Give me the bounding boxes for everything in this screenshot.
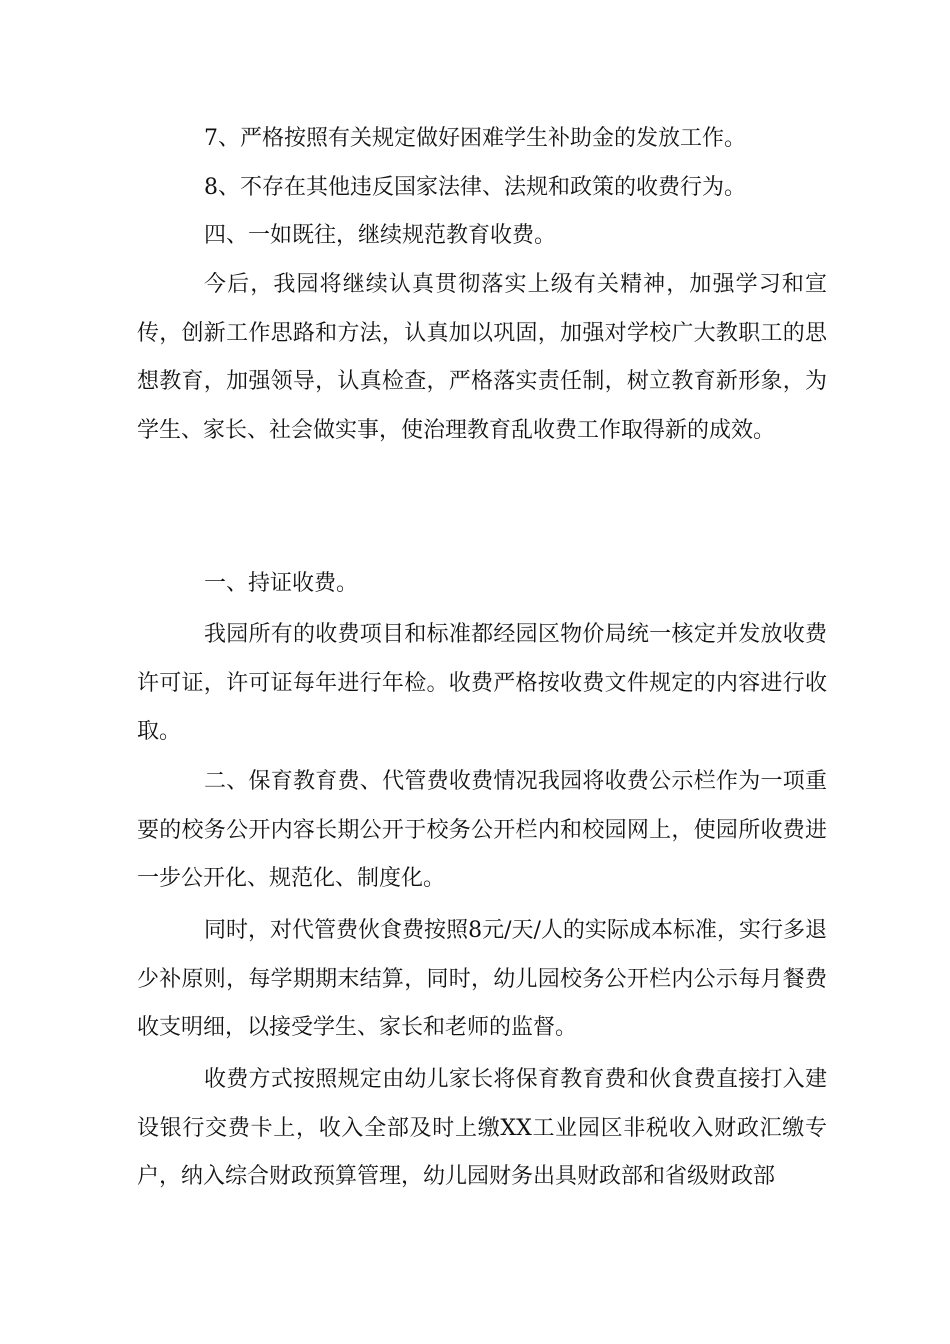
paragraph-heading-four: 四、一如既往，继续规范教育收费。 [204, 223, 557, 248]
paragraph-heading-one: 一、持证收费。 [204, 571, 359, 596]
paragraph-item-8: 8、不存在其他违反国家法律、法规和政策的收费行为。 [204, 175, 746, 200]
paragraph-payment-method: 收费方式按照规定由幼儿家长将保育教育费和伙食费直接打入建设银行交费卡上，收入全部及时上缴XX工业园区非税收入财政汇缴专户，纳入综合财政预算管理，幼儿园财务出具财政部和省级财政部 [137, 1067, 827, 1189]
paragraph-future-plans: 今后，我园将继续认真贯彻落实上级有关精神，加强学习和宣传，创新工作思路和方法，认真加以巩固，加强对学校广大教职工的思想教育，加强领导，认真检查，严格落实责任制，树立教育新形象，为学生、家长、社会做实事，使治理教育乱收费工作取得新的成效。 [137, 272, 827, 443]
paragraph-license: 我园所有的收费项目和标准都经园区物价局统一核定并发放收费许可证，许可证每年进行年检。收费严格按收费文件规定的内容进行收取。 [137, 622, 827, 744]
paragraph-heading-two: 二、保育教育费、代管费收费情况我园将收费公示栏作为一项重要的校务公开内容长期公开于校务公开栏内和校园网上，使园所收费进一步公开化、规范化、制度化。 [137, 769, 827, 891]
paragraph-item-7: 7、严格按照有关规定做好困难学生补助金的发放工作。 [204, 126, 746, 151]
paragraph-meal-fee: 同时，对代管费伙食费按照8元/天/人的实际成本标准，实行多退少补原则，每学期期末结算，同时，幼儿园校务公开栏内公示每月餐费收支明细，以接受学生、家长和老师的监督。 [137, 918, 827, 1040]
